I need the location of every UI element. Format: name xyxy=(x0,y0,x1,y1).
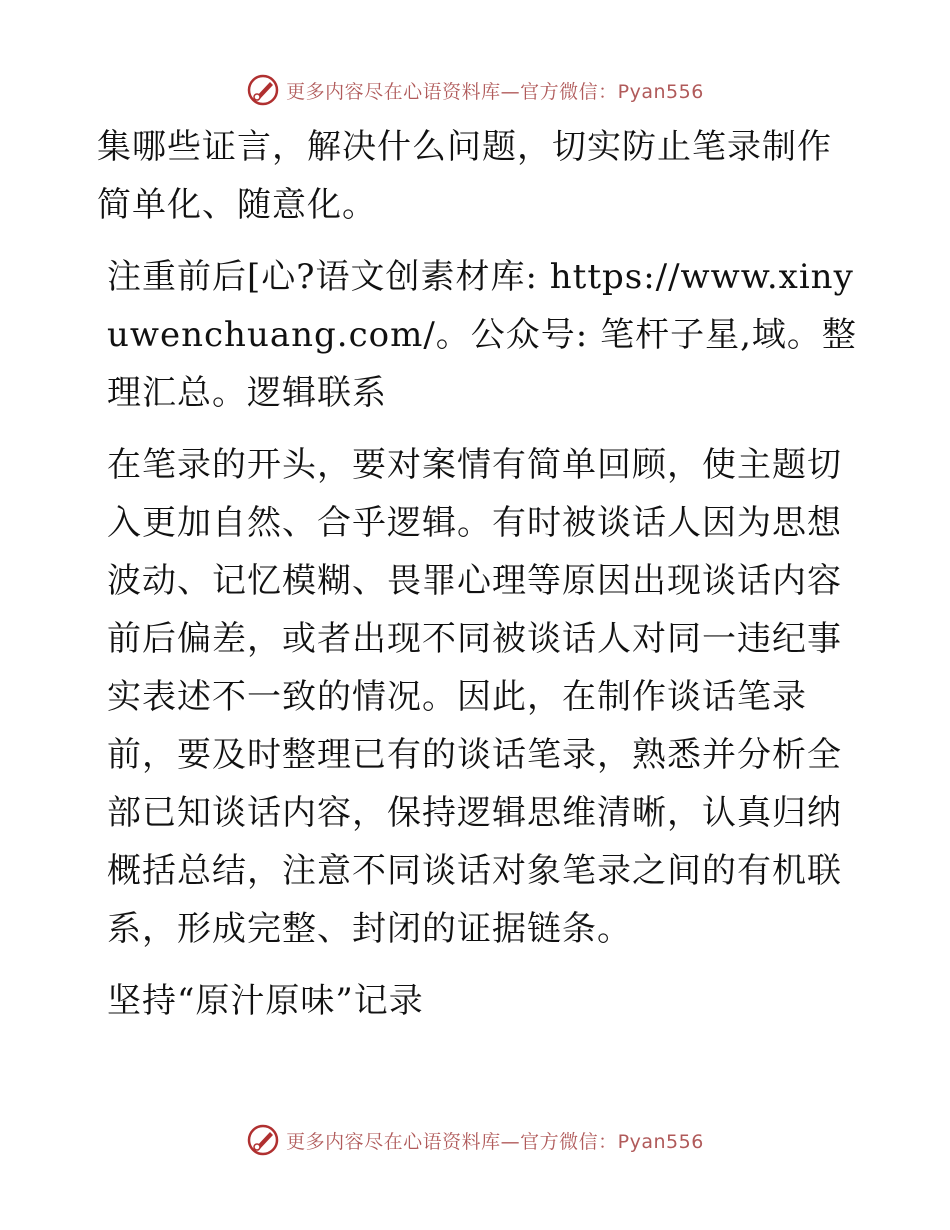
document-body xyxy=(97,118,857,1044)
footer-banner xyxy=(0,1120,950,1160)
paragraph-2: 注重前后[心?语文创素材库: https://www.xinyuwenchuang.com/。公众号: 笔杆子星,域。整理汇总。逻辑联系 xyxy=(107,257,857,413)
header-banner-text: 更多内容尽在心语资料库—官方微信：Pyan556 xyxy=(286,80,704,103)
paragraph-3: 在笔录的开头，要对案情有简单回顾，使主题切入更加自然、合乎逻辑。有时被谈话人因为思想波动、记忆模糊、畏罪心理等原因出现谈话内容前后偏差，或者出现不同被谈话人对同一违纪事实表述不一致的情况。因此，在制作谈话笔录前，要及时整理已有的谈话笔录，熟悉并分析全部已知谈话内容，保持逻辑思维清晰，认真归纳概括总结，注意不同谈话对象笔录之间的有机联系，形成完整、封闭的证据链条。 xyxy=(107,445,842,949)
paragraph-4: 坚持“原汁原味”记录 xyxy=(107,981,424,1021)
pen-logo-icon xyxy=(246,73,280,107)
pen-logo-icon xyxy=(246,1123,280,1157)
footer-banner-text: 更多内容尽在心语资料库—官方微信：Pyan556 xyxy=(286,1130,704,1153)
paragraph-1: 集哪些证言，解决什么问题，切实防止笔录制作简单化、随意化。 xyxy=(97,127,832,225)
header-banner xyxy=(0,70,950,110)
